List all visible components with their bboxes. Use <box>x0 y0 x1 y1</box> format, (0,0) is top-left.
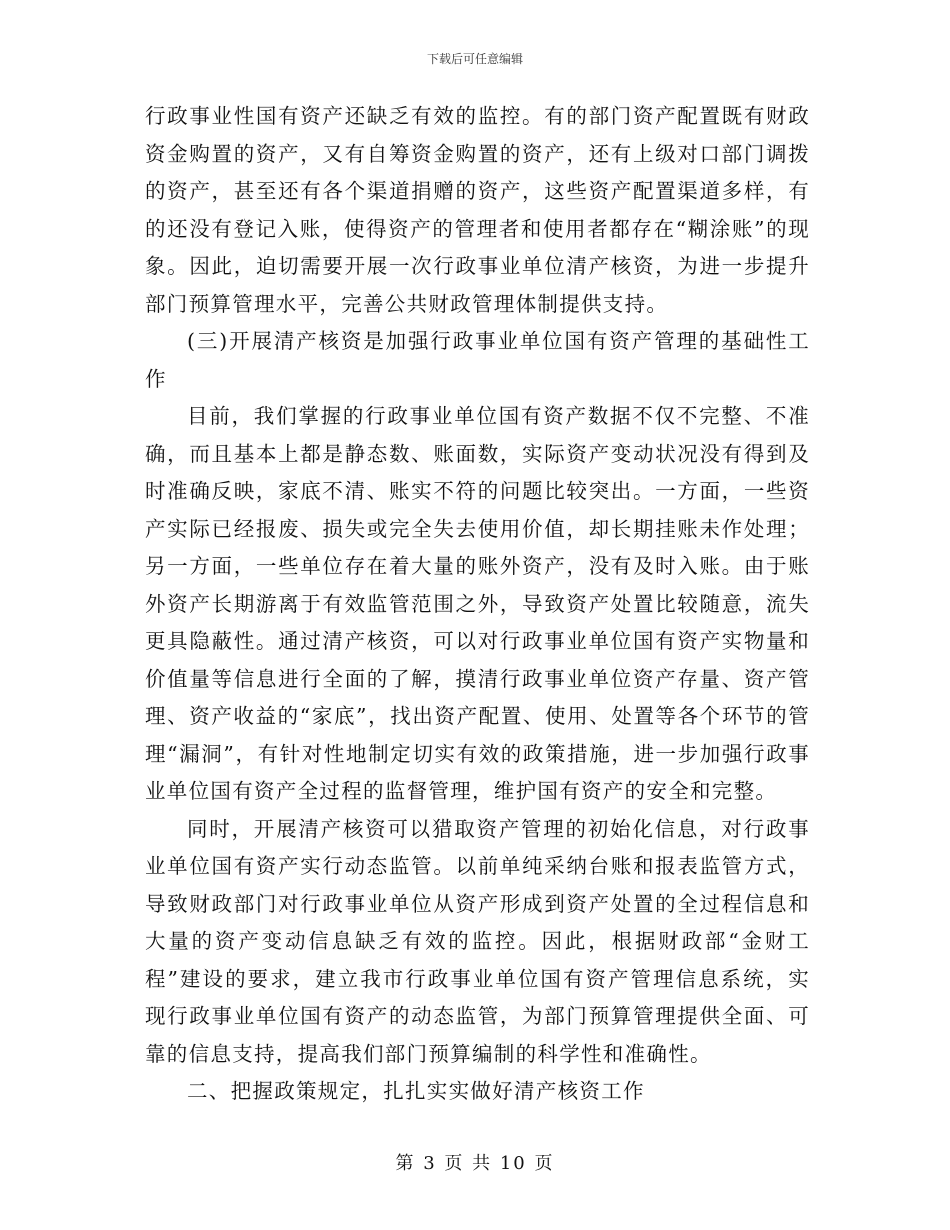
section-heading-2: 二、把握政策规定，扎扎实实做好清产核资工作 <box>187 1079 645 1103</box>
page-number: 第 3 页 共 10 页 <box>395 1153 555 1174</box>
document-body <box>145 98 810 1111</box>
paragraph-current-situation: 目前，我们掌握的行政事业单位国有资产数据不仅不完整、不准确，而且基本上都是静态数、账面数，实际资产变动状况没有得到及时准确反映，家底不清、账实不符的问题比较突出。一方面，一些资产实际已经报废、损失或完全失去使用价值，却长期挂账未作处理；另一方面，一些单位存在着大量的账外资产，没有及时入账。由于账外资产长期游离于有效监管范围之外，导致资产处置比较随意，流失更具隐蔽性。通过清产核资，可以对行政事业单位国有资产实物量和价值量等信息进行全面的了解，摸清行政事业单位资产存量、资产管理、资产收益的“家底”，找出资产配置、使用、处置等各个环节的管理“漏洞”，有针对性地制定切实有效的政策措施，进一步加强行政事业单位国有资产全过程的监督管理，维护国有资产的安全和完整。 <box>145 404 810 803</box>
paragraph-continuation: 行政事业性国有资产还缺乏有效的监控。有的部门资产配置既有财政资金购置的资产，又有自筹资金购置的资产，还有上级对口部门调拨的资产，甚至还有各个渠道捐赠的资产，这些资产配置渠道多样，有的还没有登记入账，使得资产的管理者和使用者都存在“糊涂账”的现象。因此，迫切需要开展一次行政事业单位清产核资，为进一步提升部门预算管理水平，完善公共财政管理体制提供支持。 <box>145 104 810 316</box>
section-heading-3: (三)开展清产核资是加强行政事业单位国有资产管理的基础性工作 <box>145 329 810 391</box>
header-note: 下载后可任意编辑 <box>426 52 523 66</box>
paragraph-dynamic-monitoring: 同时，开展清产核资可以猎取资产管理的初始化信息，对行政事业单位国有资产实行动态监管。以前单纯采纳台账和报表监管方式，导致财政部门对行政事业单位从资产形成到资产处置的全过程信息和大量的资产变动信息缺乏有效的监控。因此，根据财政部“金财工程”建设的要求，建立我市行政事业单位国有资产管理信息系统，实现行政事业单位国有资产的动态监管，为部门预算管理提供全面、可靠的信息支持，提高我们部门预算编制的科学性和准确性。 <box>145 816 810 1066</box>
